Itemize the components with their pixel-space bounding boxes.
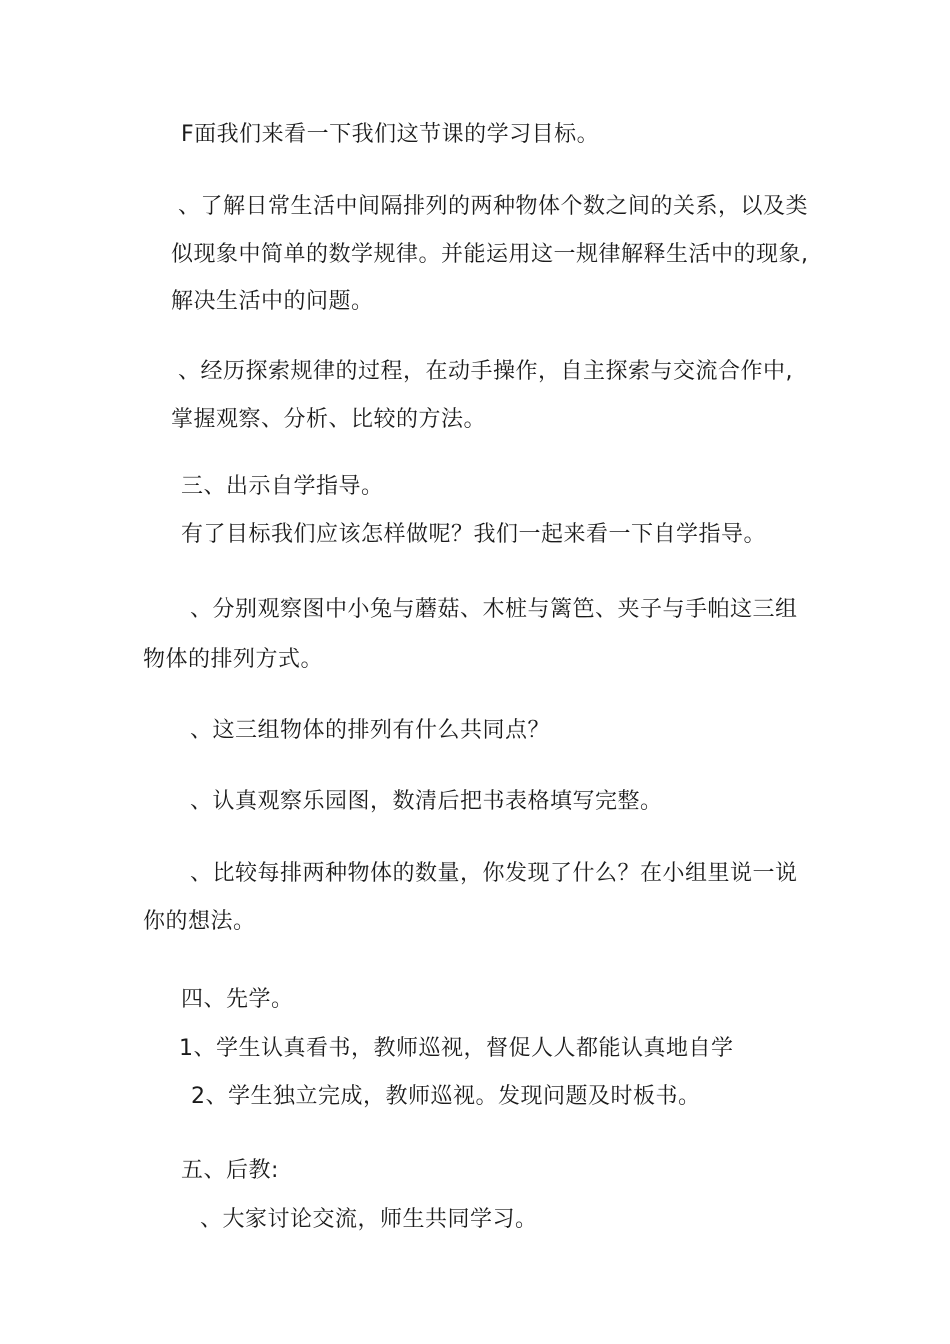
goal-2-line-1: 、经历探索规律的过程，在动手操作，自主探索与交流合作中,: [178, 359, 793, 384]
section-3-intro: 有了目标我们应该怎样做呢？我们一起来看一下自学指导。: [181, 522, 767, 547]
goal-1-line-3: 解决生活中的问题。: [171, 289, 374, 314]
section-4-heading: 四、先学。: [181, 987, 294, 1012]
guide-1-line-2: 物体的排列方式。: [143, 647, 324, 672]
guide-3-line: 、认真观察乐园图，数清后把书表格填写完整。: [190, 789, 663, 814]
goal-1-line-1: 、了解日常生活中间隔排列的两种物体个数之间的关系，以及类: [178, 194, 809, 219]
guide-4-line-2: 你的想法。: [143, 909, 256, 934]
goal-2-line-2: 掌握观察、分析、比较的方法。: [171, 407, 487, 432]
section-5-item-1: 、大家讨论交流，师生共同学习。: [200, 1207, 538, 1232]
section-5-heading: 五、后教:: [181, 1158, 279, 1183]
intro-line: F面我们来看一下我们这节课的学习目标。: [181, 122, 600, 147]
goal-1-line-2: 似现象中简单的数学规律。并能运用这一规律解释生活中的现象,: [171, 242, 809, 267]
section-4-item-2: 2、学生独立完成，教师巡视。发现问题及时板书。: [191, 1084, 701, 1109]
guide-1-line-1: 、分别观察图中小兔与蘑菇、木桩与篱笆、夹子与手帕这三组: [190, 597, 798, 622]
section-3-heading: 三、出示自学指导。: [181, 474, 384, 499]
guide-4-line-1: 、比较每排两种物体的数量，你发现了什么？在小组里说一说: [190, 861, 798, 886]
guide-2-line: 、这三组物体的排列有什么共同点？: [190, 718, 551, 743]
section-4-item-1: 1、学生认真看书，教师巡视，督促人人都能认真地自学: [179, 1036, 734, 1061]
